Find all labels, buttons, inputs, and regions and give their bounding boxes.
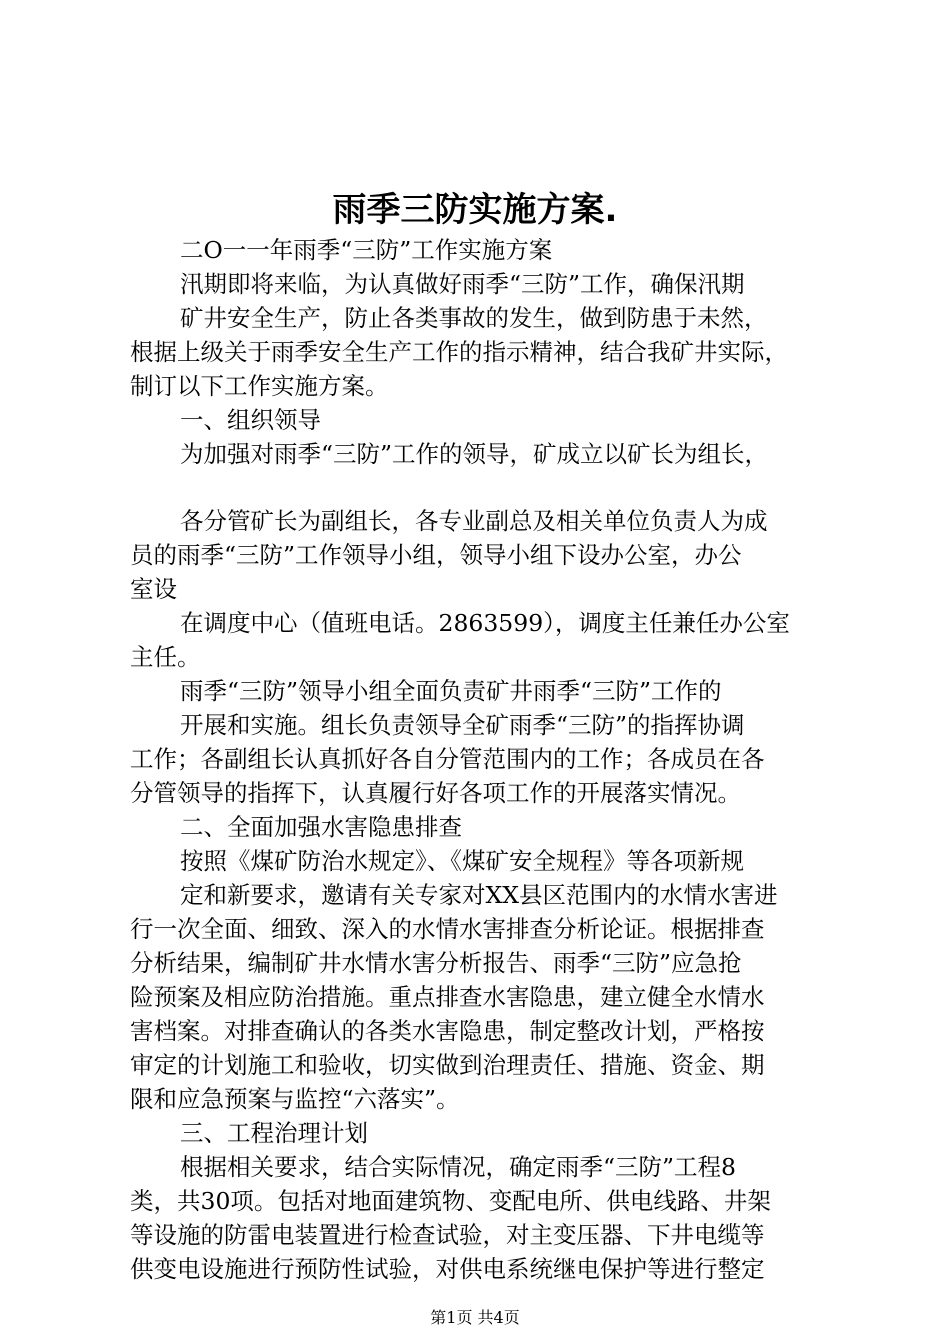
- text-line: 限和应急预案与监控“六落实”。: [130, 1085, 460, 1113]
- text-line: 分析结果，编制矿井水情水害分析报告、雨季“三防”应急抢: [130, 949, 742, 977]
- text-line: 根据相关要求，结合实际情况，确定雨季“三防”工程8: [180, 1153, 736, 1181]
- text-line: 根据上级关于雨季安全生产工作的指示精神，结合我矿井实际，: [130, 338, 788, 366]
- text-line: 供变电设施进行预防性试验，对供电系统继电保护等进行整定: [130, 1255, 765, 1283]
- text-line: 工作；各副组长认真抓好各自分管范围内的工作；各成员在各: [130, 745, 765, 773]
- text-line: 审定的计划施工和验收，切实做到治理责任、措施、资金、期: [130, 1051, 765, 1079]
- text-line: 制订以下工作实施方案。: [130, 372, 389, 400]
- text-line: 主任。: [130, 643, 201, 671]
- text-line: 按照《煤矿防治水规定》、《煤矿安全规程》等各项新规: [180, 847, 744, 875]
- text-line: 雨季“三防”领导小组全面负责矿井雨季“三防”工作的: [180, 677, 722, 705]
- text-line: 矿井安全生产，防止各类事故的发生，做到防患于未然，: [180, 304, 768, 332]
- text-line: 行一次全面、细致、深入的水情水害排查分析论证。根据排查: [130, 915, 765, 943]
- section-heading: 一、组织领导: [180, 406, 321, 434]
- text-line: 险预案及相应防治措施。重点排查水害隐患，建立健全水情水: [130, 983, 765, 1011]
- text-line: 为加强对雨季“三防”工作的领导，矿成立以矿长为组长，: [180, 440, 769, 468]
- text-line: 员的雨季“三防”工作领导小组，领导小组下设办公室，办公: [130, 541, 742, 569]
- text-line: 室设: [130, 575, 177, 603]
- page-footer: 第1页 共4页: [430, 1308, 520, 1327]
- text-line: 开展和实施。组长负责领导全矿雨季“三防”的指挥协调: [180, 711, 745, 739]
- document-title: 雨季三防实施方案.: [332, 190, 618, 230]
- text-line: 分管领导的指挥下，认真履行好各项工作的开展落实情况。: [130, 779, 741, 807]
- text-line: 在调度中心（值班电话。2863599），调度主任兼任办公室: [180, 609, 790, 637]
- text-line: 类，共30项。包括对地面建筑物、变配电所、供电线路、井架: [130, 1187, 771, 1215]
- section-heading: 三、工程治理计划: [180, 1119, 368, 1147]
- text-line: 二O一一年雨季“三防”工作实施方案: [180, 236, 553, 264]
- text-line: 等设施的防雷电装置进行检查试验，对主变压器、下井电缆等: [130, 1221, 765, 1249]
- text-line: 汛期即将来临，为认真做好雨季“三防”工作，确保汛期: [180, 270, 745, 298]
- text-line: 定和新要求，邀请有关专家对XX县区范围内的水情水害进: [180, 881, 778, 909]
- section-heading: 二、全面加强水害隐患排查: [180, 813, 462, 841]
- text-line: 害档案。对排查确认的各类水害隐患，制定整改计划，严格按: [130, 1017, 765, 1045]
- text-line: 各分管矿长为副组长，各专业副总及相关单位负责人为成: [180, 507, 768, 535]
